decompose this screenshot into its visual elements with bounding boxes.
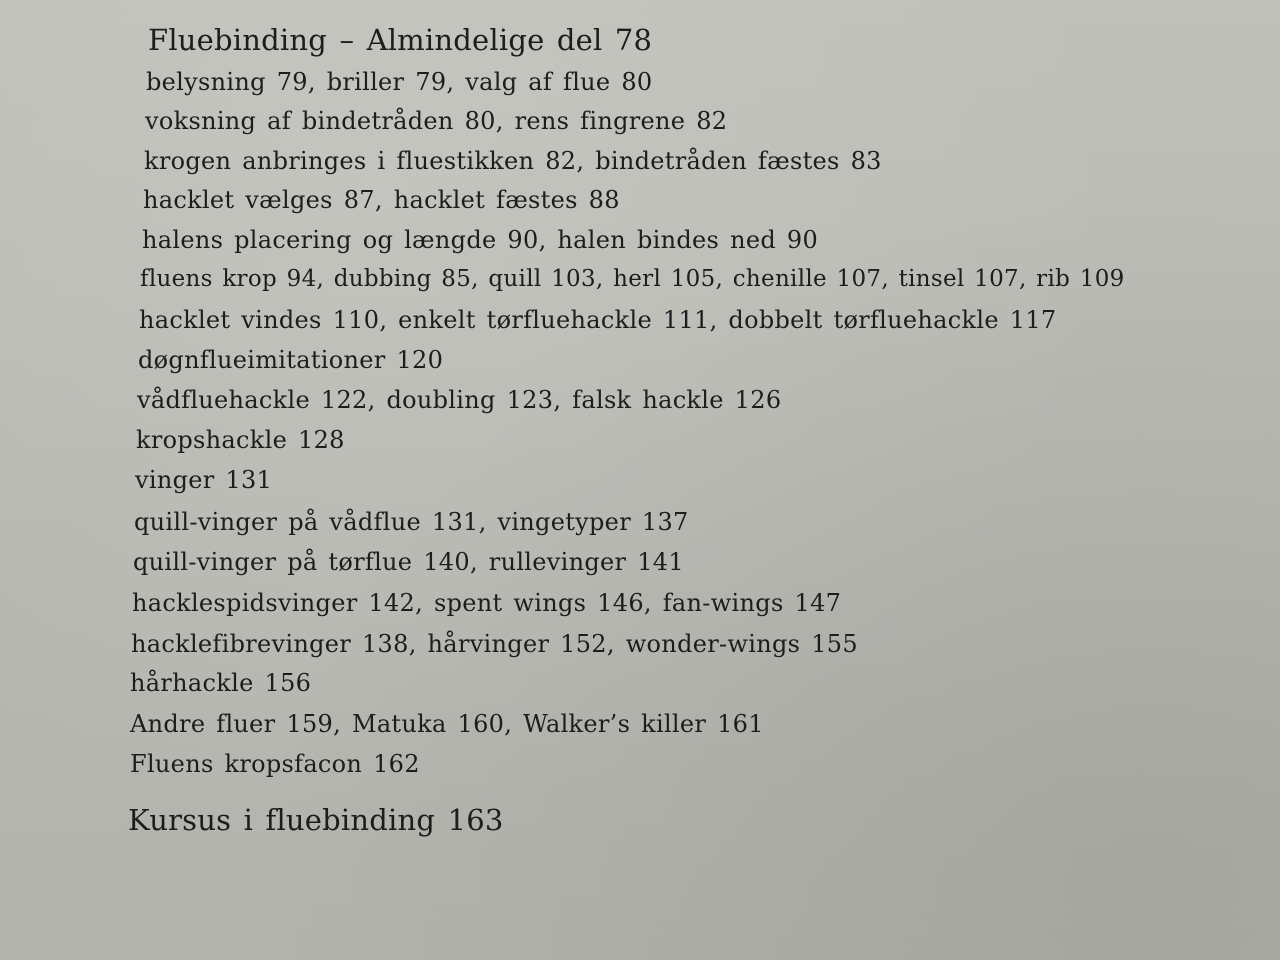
toc-entry: døgnflueimitationer 120 xyxy=(138,346,444,374)
toc-entry: belysning 79, briller 79, valg af flue 80 xyxy=(146,68,653,96)
toc-entry: fluens krop 94, dubbing 85, quill 103, herl 105, chenille 107, tinsel 107, rib 109 xyxy=(140,266,1125,292)
toc-entry: krogen anbringes i fluestikken 82, bindetråden fæstes 83 xyxy=(144,147,882,175)
toc-entry: halens placering og længde 90, halen bindes ned 90 xyxy=(142,226,819,254)
toc-entry: vådfluehackle 122, doubling 123, falsk hackle 126 xyxy=(137,386,782,414)
toc-entry: voksning af bindetråden 80, rens fingrene 82 xyxy=(145,107,728,135)
toc-entry: hacklespidsvinger 142, spent wings 146, fan-wings 147 xyxy=(132,589,842,617)
toc-entry: hacklet vindes 110, enkelt tørfluehackle 111, dobbelt tørfluehackle 117 xyxy=(139,306,1057,334)
toc-entry: Fluens kropsfacon 162 xyxy=(130,750,420,778)
toc-entry: quill-vinger på tørflue 140, rullevinger 141 xyxy=(133,548,684,576)
toc-entry: Andre fluer 159, Matuka 160, Walker’s killer 161 xyxy=(130,710,764,738)
toc-entry: hacklet vælges 87, hacklet fæstes 88 xyxy=(143,186,620,214)
toc-entry: quill-vinger på vådflue 131, vingetyper 137 xyxy=(134,508,689,536)
toc-entry: kropshackle 128 xyxy=(136,426,345,454)
toc-entry: hacklefibrevinger 138, hårvinger 152, wonder-wings 155 xyxy=(131,630,858,658)
toc-entry: vinger 131 xyxy=(135,466,273,494)
section-heading: Fluebinding – Almindelige del 78 xyxy=(148,23,653,57)
next-section-heading: Kursus i fluebinding 163 xyxy=(128,803,504,837)
toc-entry: hårhackle 156 xyxy=(130,669,312,697)
